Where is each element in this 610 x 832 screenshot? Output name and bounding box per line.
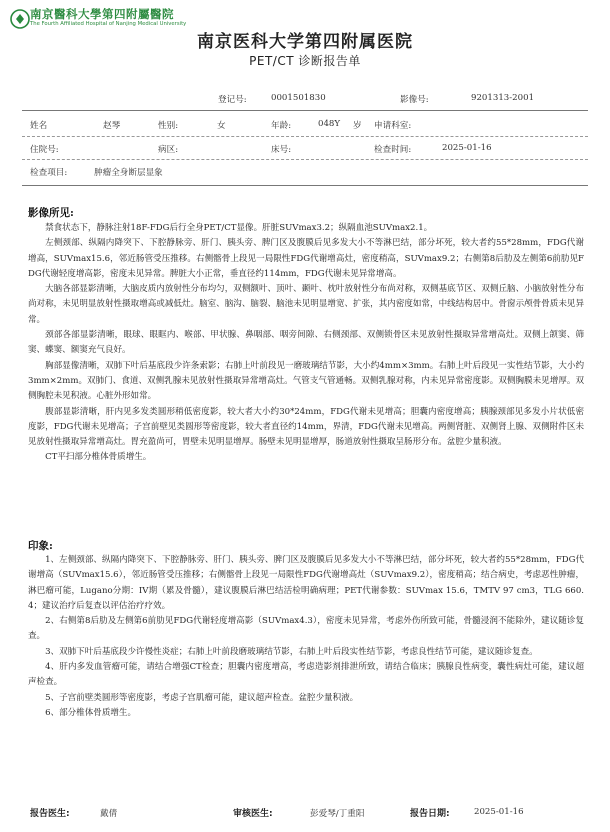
findings-paragraph: 胸部显像清晰，双肺下叶后基底段少许条索影；右肺上叶前段见一磨玻璃结节影，大小约4mm×3mm。右肺上叶后段见一实性结节影，大小约3mm×2mm。双肺门、食道、双侧乳腺未见放射性摄取异常增高灶。气管支气管通畅。双侧乳腺对称，内未见异常密度影。双侧胸膜未见增厚。双侧胸腔未见积液。心脏外形如常。 (28, 360, 584, 402)
impression-item: 3、双肺下叶后基底段少许慢性炎症；右肺上叶前段磨玻璃结节影，右肺上叶后段实性结节影，考虑良性结节可能，建议随诊复查。 (45, 646, 538, 657)
impression-body (28, 553, 584, 721)
reg-no-label: 登记号: (218, 95, 247, 105)
age-unit: 岁 (353, 121, 362, 131)
findings-paragraph: 腹部显影清晰，肝内见多发类圆形稍低密度影，较大者大小约30*24mm，FDG代谢未见增高；胆囊内密度增高；胰腺颈部见多发小片状低密度影，FDG代谢未见增高；子宫前壁见类圆形等密度影，较大者直径约14mm，界清，FDG代谢未见增高。两侧肾脏、双侧肾上腺、双侧附件区未见放射性摄取异常增高灶。胃充盈尚可，胃壁未见明显增厚。肠壁未见明显增厚，肠道放射性摄取呈肠形分布。盆腔少量积液。 (28, 406, 584, 448)
reviewer-label: 审核医生: (233, 809, 273, 819)
name-label: 姓名 (30, 121, 48, 131)
findings-heading: 影像所见: (28, 207, 74, 219)
findings-paragraph: 禁食状态下，静脉注射18F-FDG后行全身PET/CT显像。肝脏SUVmax3.2；纵隔血池SUVmax2.1。 (45, 223, 433, 233)
exam-item-label: 检查项目: (30, 168, 68, 178)
reg-no-value: 0001501830 (271, 93, 326, 103)
impression-item: 4、肝内多发血管瘤可能，请结合增强CT检查；胆囊内密度增高，考虑造影剂排泄所致，请结合临床；胰腺良性病变，囊性病灶可能，建议超声检查。 (28, 662, 584, 688)
impression-item: 2、右侧第8后肋及左侧第6前肋见FDG代谢轻度增高影（SUVmax4.3），密度未见异常，考虑外伤所致可能，骨髓浸润不能除外，建议随诊复查。 (28, 616, 584, 642)
age-label: 年龄: (271, 121, 292, 131)
exam-item-value: 肿瘤全身断层显象 (94, 168, 163, 178)
report-date-value: 2025-01-16 (474, 807, 524, 817)
findings-paragraph: 颈部各部显影清晰，眼球、眼眶内、喉部、甲状腺、鼻咽部、咽旁间隙、右侧颈部、双侧锁骨区未见放射性摄取异常增高灶。双侧上颌窦、筛窦、蝶窦、额窦充气良好。 (28, 330, 584, 356)
divider (22, 136, 588, 137)
divider (22, 159, 588, 160)
doctor-value: 戴倩 (100, 809, 118, 819)
divider (22, 185, 588, 186)
hospital-name: 南京医科大学第四附属医院 (197, 32, 413, 52)
reviewer-value: 彭爱琴/丁重阳 (310, 809, 365, 819)
divider (22, 110, 588, 111)
impression-item: 1、左侧颈部、纵隔内降突下、下腔静脉旁、肝门、胰头旁、脾门区及腹膜后见多发大小不等淋巴结，部分坏死，较大者约55*28mm，FDG代谢增高（SUVmax15.6），邻近肠管受压推移；右侧髂骨上段见一局限性FDG代谢增高灶（SUVmax9.2），密度稍高；结合病史，考虑恶性肿瘤，淋巴瘤可能，Lugano分期：IV期（累及骨髓），建议腹膜后淋巴结活检明确病理；PET代谢参数：SUVmax 15.6，TMTV 97 cm3，TLG 660.4；建议治疗后复查以评估治疗疗效。 (28, 555, 584, 611)
image-no-value: 9201313-2001 (471, 93, 535, 103)
name-value: 赵琴 (103, 121, 121, 131)
logo-text-english: The Fourth Affiliated Hospital of Nanjing Medical University (30, 21, 187, 27)
image-no-label: 影像号: (400, 95, 429, 105)
findings-paragraph: 左侧颈部、纵隔内降突下、下腔静脉旁、肝门、胰头旁、脾门区及腹膜后见多发大小不等淋巴结，部分坏死，较大者约55*28mm，FDG代谢增高，SUVmax15.6，邻近肠管受压推移。右侧髂骨上段见一局限性FDG代谢增高灶，密度稍高，SUVmax9.2；右侧第8后肋及左侧第6前肋见FDG代谢轻度增高影，密度未见异常。脾脏大小正常，垂直径约114mm，FDG代谢未见异常增高。 (28, 238, 584, 279)
exam-time-value: 2025-01-16 (442, 143, 492, 153)
dept-label: 申请科室: (374, 121, 412, 131)
bed-label: 床号: (271, 145, 292, 155)
impression-item: 6、部分椎体骨质增生。 (45, 707, 136, 718)
sex-value: 女 (217, 121, 226, 131)
findings-body (28, 221, 584, 466)
doctor-label: 报告医生: (30, 809, 70, 819)
exam-time-label: 检查时间: (374, 145, 412, 155)
findings-paragraph: 大脑各部显影清晰，大脑皮质内放射性分布均匀，双侧额叶、顶叶、颞叶、枕叶放射性分布尚对称，双侧基底节区、双侧丘脑、小脑放射性分布尚对称，未见明显放射性摄取增高或减低灶。脑室、脑沟、脑裂、脑池未见明显增宽、扩张，其内密度如常，中线结构居中。骨窗示颅骨骨质未见异常。 (28, 284, 584, 325)
impression-item: 5、子宫前壁类圆形等密度影，考虑子宫肌瘤可能，建议超声检查。盆腔少量积液。 (45, 692, 359, 703)
ward-label: 病区: (158, 145, 179, 155)
hospital-emblem-icon (10, 9, 30, 29)
report-title: PET/CT 诊断报告单 (249, 54, 361, 68)
impression-heading: 印象: (28, 540, 53, 552)
logo-text-chinese: 南京醫科大學第四附屬醫院 (30, 7, 174, 21)
age-value: 048Y (318, 119, 341, 129)
report-date-label: 报告日期: (410, 809, 450, 819)
sex-label: 性别: (158, 121, 179, 131)
inpatient-label: 住院号: (30, 145, 59, 155)
findings-paragraph: CT平扫部分椎体骨质增生。 (45, 452, 152, 463)
